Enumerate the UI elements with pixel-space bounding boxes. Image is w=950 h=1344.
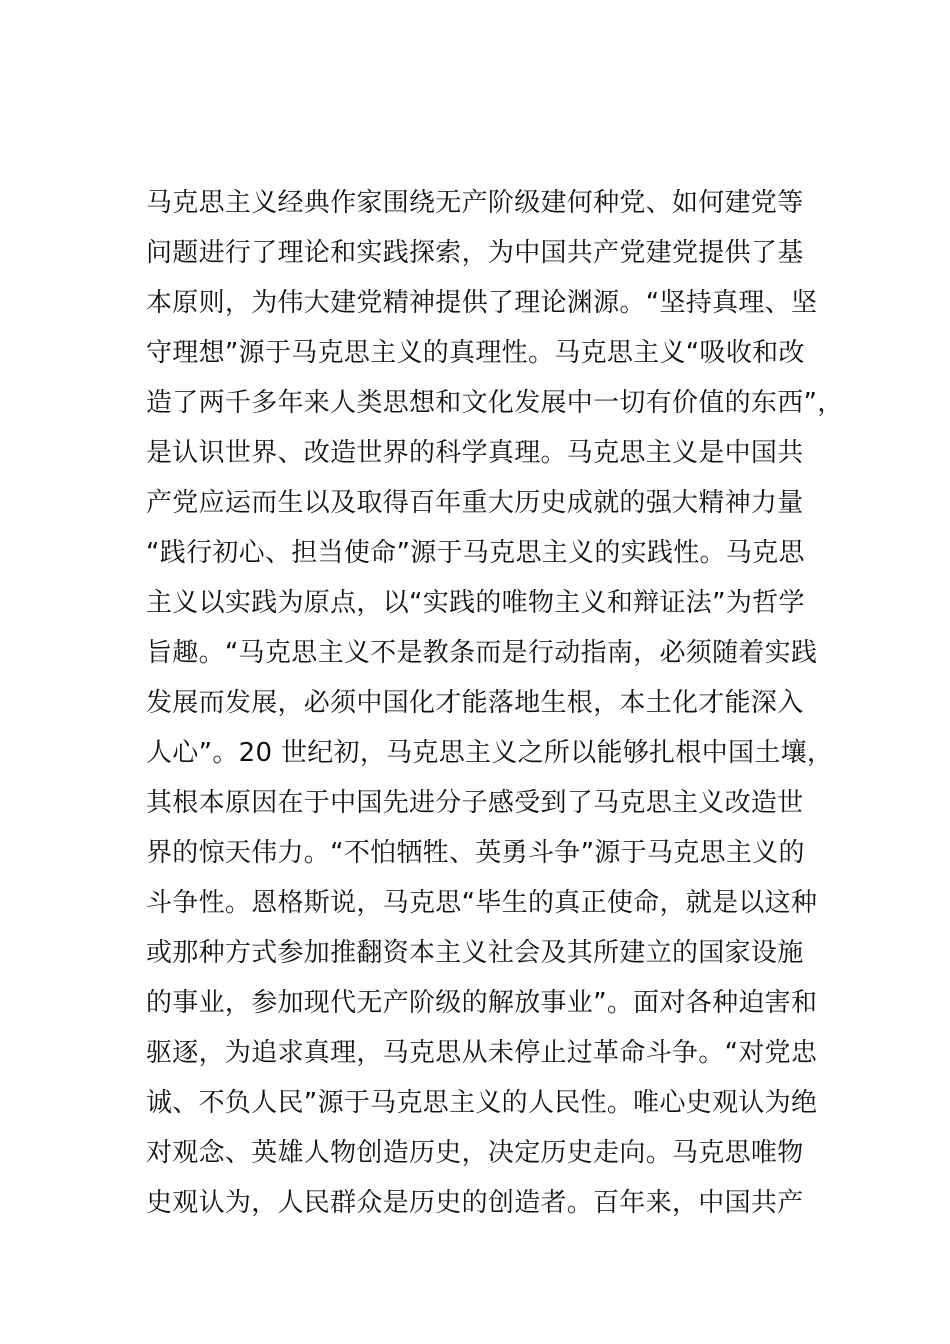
text-line-15: 斗争性。恩格斯说，马克思“毕生的真正使命，就是以这种 — [146, 888, 818, 918]
text-line-11: 发展而发展，必须中国化才能落地生根，本土化才能深入 — [146, 688, 804, 718]
text-line-17: 的事业，参加现代无产阶级的解放事业”。面对各种迫害和 — [146, 988, 818, 1018]
text-line-4: 守理想”源于马克思主义的真理性。马克思主义“吸收和改 — [146, 338, 805, 368]
text-line-7: 产党应运而生以及取得百年重大历史成就的强大精神力量 — [146, 488, 804, 518]
text-line-5: 造了两千多年来人类思想和文化发展中一切有价值的东西”， — [146, 388, 844, 418]
text-line-2: 问题进行了理论和实践探索，为中国共产党建党提供了基 — [146, 238, 804, 268]
text-line-10: 旨趣。“马克思主义不是教条而是行动指南，必须随着实践 — [146, 638, 818, 668]
body-paragraph — [146, 178, 846, 1228]
text-line-13: 其根本原因在于中国先进分子感受到了马克思主义改造世 — [146, 788, 804, 818]
text-line-1: 马克思主义经典作家围绕无产阶级建何种党、如何建党等 — [146, 188, 804, 218]
text-line-18: 驱逐，为追求真理，马克思从未停止过革命斗争。“对党忠 — [146, 1038, 818, 1068]
text-line-16: 或那种方式参加推翻资本主义社会及其所建立的国家设施 — [146, 938, 804, 968]
text-line-12: 人心”。20 世纪初，马克思主义之所以能够扎根中国土壤， — [146, 738, 834, 768]
text-line-9: 主义以实践为原点，以“实践的唯物主义和辩证法”为哲学 — [146, 588, 805, 618]
text-line-14: 界的惊天伟力。“不怕牺牲、英勇斗争”源于马克思主义的 — [146, 838, 805, 868]
text-line-6: 是认识世界、改造世界的科学真理。马克思主义是中国共 — [146, 438, 804, 468]
text-line-3: 本原则，为伟大建党精神提供了理论渊源。“坚持真理、坚 — [146, 288, 818, 318]
text-line-19: 诚、不负人民”源于马克思主义的人民性。唯心史观认为绝 — [146, 1088, 818, 1118]
text-line-21: 史观认为，人民群众是历史的创造者。百年来，中国共产 — [146, 1188, 804, 1218]
text-line-8: “践行初心、担当使命”源于马克思主义的实践性。马克思 — [146, 538, 805, 568]
text-line-20: 对观念、英雄人物创造历史，决定历史走向。马克思唯物 — [146, 1138, 804, 1168]
